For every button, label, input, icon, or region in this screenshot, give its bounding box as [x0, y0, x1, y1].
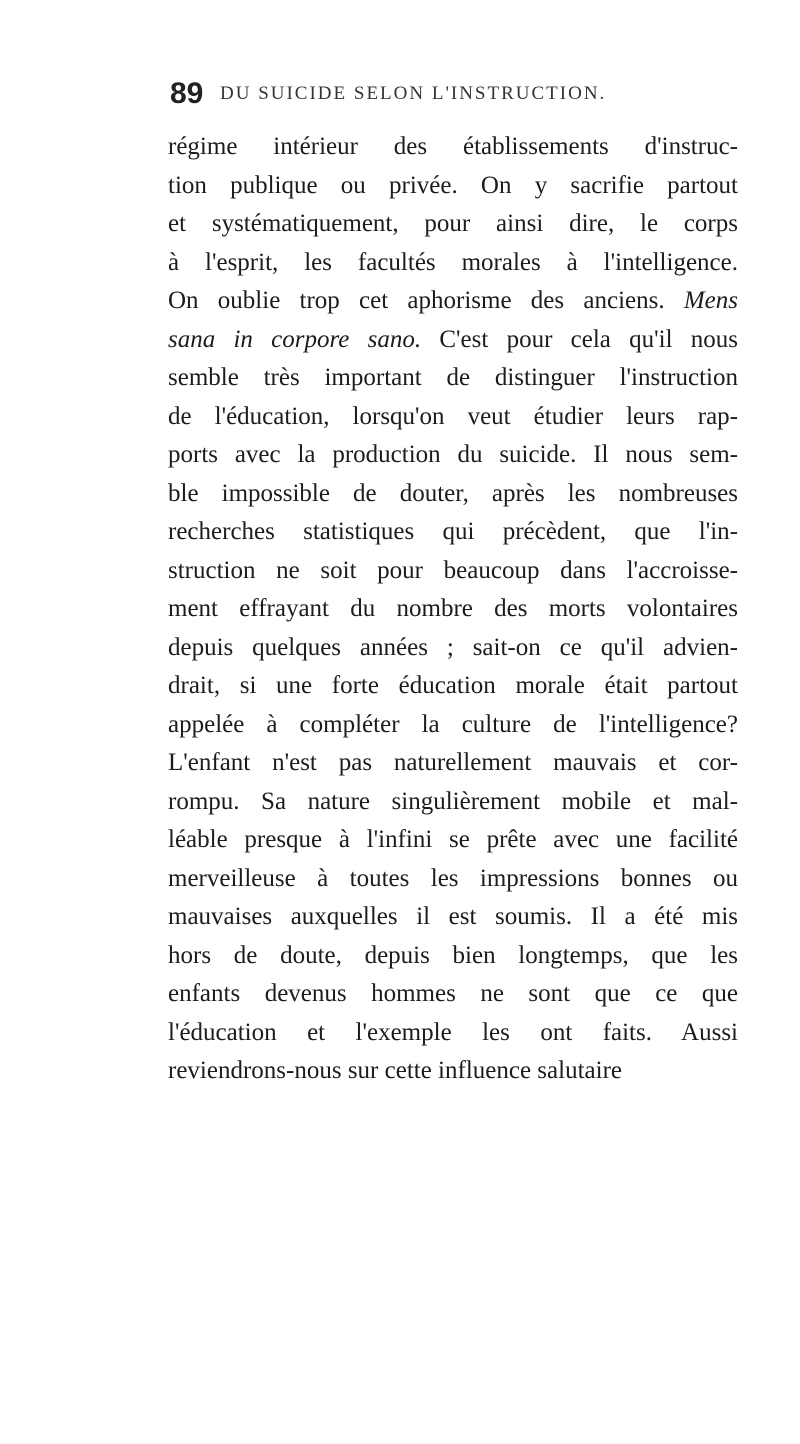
text-line [168, 282, 738, 321]
text-line: enfants devenus hommes ne sont que ce que [168, 980, 738, 1007]
text-line [168, 321, 738, 360]
text-line: struction ne soit pour beaucoup dans l'accroisse- [168, 556, 738, 584]
text-line: mauvaises auxquelles il est soumis. Il a été mis [168, 903, 738, 930]
text-line: léable presque à l'infini se prête avec une facilité [168, 826, 738, 853]
italic-phrase: Mens [683, 287, 738, 314]
text-line: et systématiquement, pour ainsi dire, le corps [168, 210, 738, 237]
text-line: à l'esprit, les facultés morales à l'intelligence. [168, 248, 738, 276]
running-head: DU SUICIDE SELON L'INSTRUCTION. [220, 83, 607, 104]
text-line: ports avec la production du suicide. Il nous sem- [168, 441, 738, 468]
page-header [170, 74, 730, 114]
text-line: rompu. Sa nature singulièrement mobile et mal- [168, 787, 738, 815]
text-line: recherches statistiques qui précèdent, que l'in- [168, 518, 738, 545]
text-run: C'est pour cela qu'il nous [421, 325, 738, 353]
text-line: l'éducation et l'exemple les ont faits. Aussi [168, 1018, 738, 1046]
text-line: semble très important de distinguer l'instruction [168, 364, 738, 391]
page-number: 89 [170, 77, 204, 110]
text-line: ment effrayant du nombre des morts volontaires [168, 595, 738, 622]
text-line: ble impossible de douter, après les nombreuses [168, 479, 738, 507]
text-line: appelée à compléter la culture de l'intelligence? [168, 710, 738, 738]
text-line: hors de doute, depuis bien longtemps, que les [168, 941, 738, 969]
text-line: merveilleuse à toutes les impressions bonnes ou [168, 864, 738, 892]
text-line: L'enfant n'est pas naturellement mauvais et cor- [168, 749, 738, 776]
body-text [168, 128, 738, 1091]
italic-phrase: sana in corpore sano. [168, 325, 422, 353]
text-line: reviendrons-nous sur cette influence salutaire [168, 1057, 622, 1084]
text-line: tion publique ou privée. On y sacrifie partout [168, 171, 738, 199]
text-run: On oublie trop cet aphorisme des anciens. [168, 287, 684, 314]
text-line: depuis quelques années ; sait-on ce qu'il advien- [168, 633, 738, 661]
text-line: drait, si une forte éducation morale était partout [168, 672, 738, 699]
text-line: régime intérieur des établissements d'instruc- [168, 133, 738, 160]
text-line: de l'éducation, lorsqu'on veut étudier leurs rap- [168, 402, 738, 430]
